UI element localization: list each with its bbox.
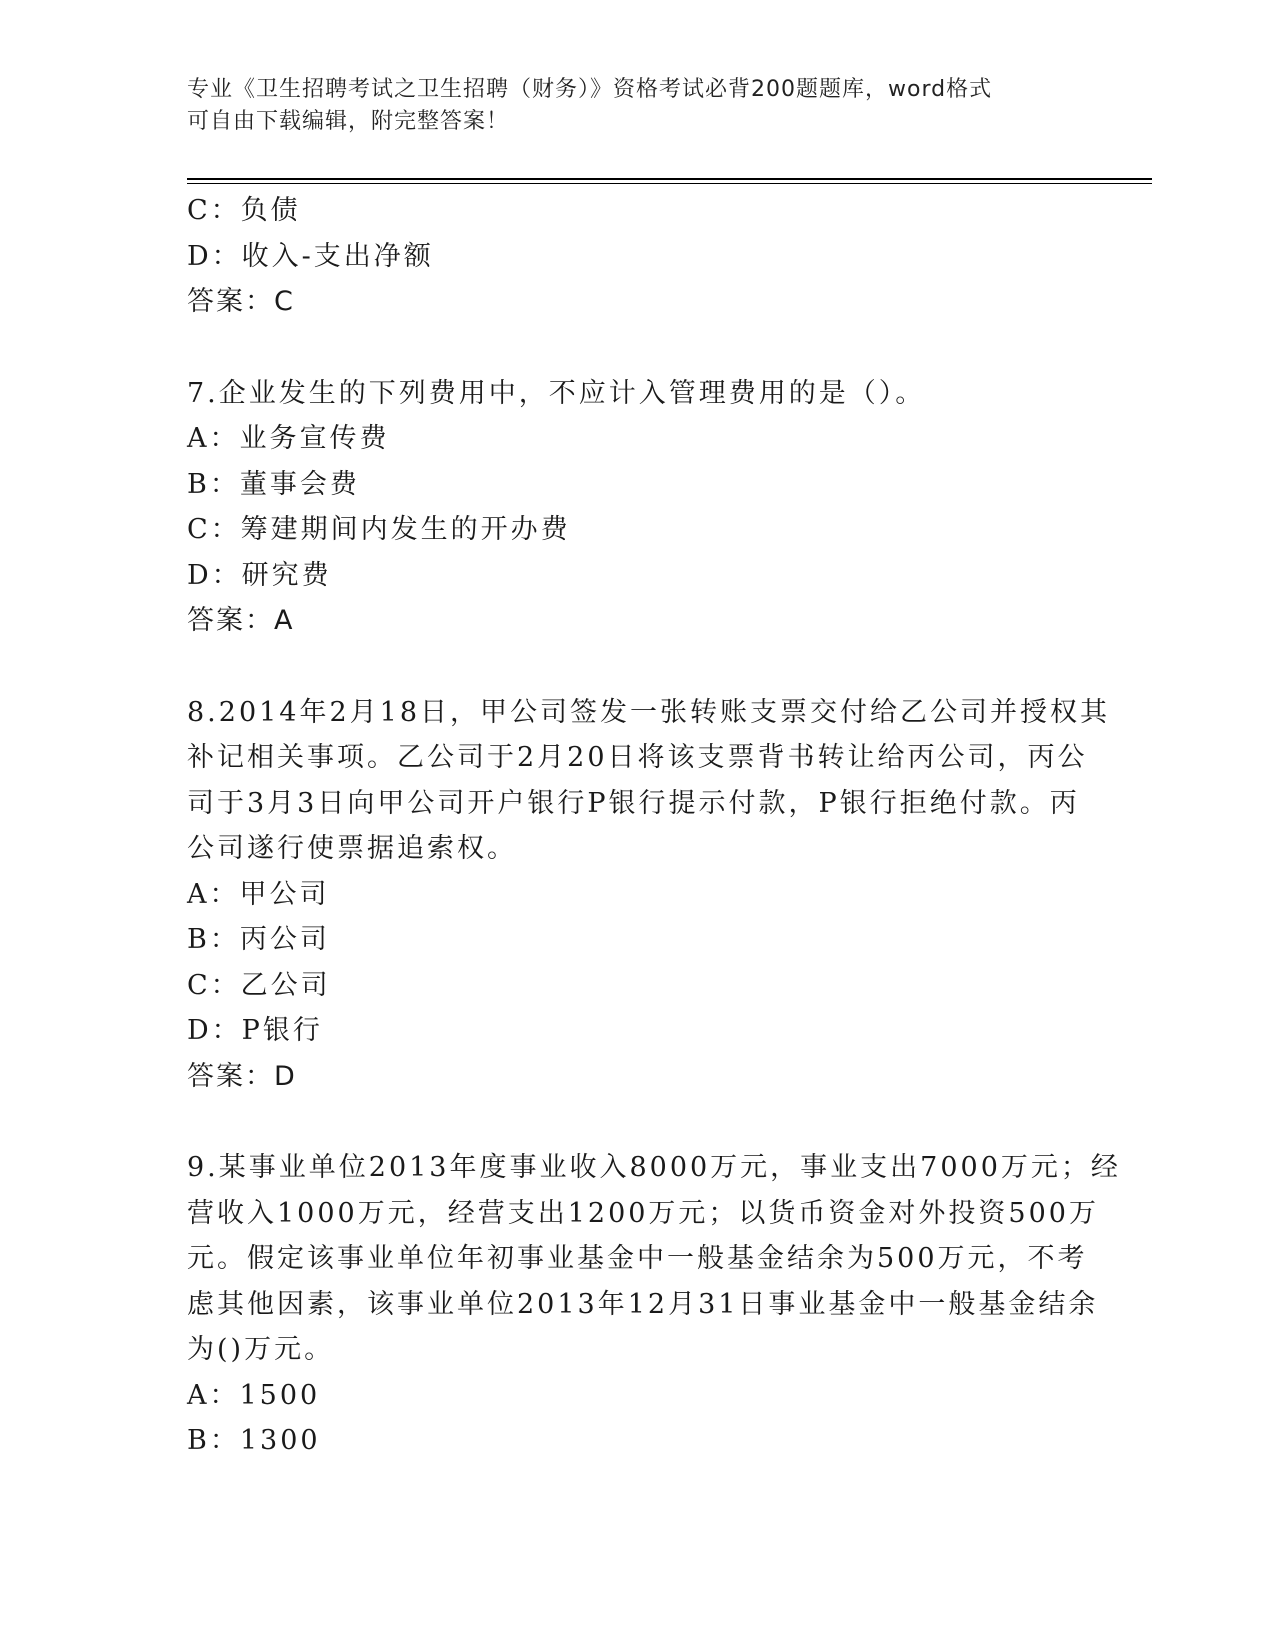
question-text-line: 元。假定该事业单位年初事业基金中一般基金结余为500万元，不考	[187, 1243, 1088, 1274]
question-7	[187, 371, 1087, 644]
option-a: A：1500	[187, 1379, 321, 1411]
answer-line: 答案：A	[187, 605, 295, 636]
answer-line: 答案：C	[187, 286, 295, 317]
header-line-2: 可自由下载编辑，附完整答案！	[187, 109, 510, 134]
document-header	[187, 74, 1067, 138]
option-a: A：甲公司	[187, 878, 330, 910]
answer-line: 答案：D	[187, 1060, 297, 1092]
option-c: C：乙公司	[187, 969, 331, 1001]
document-body	[187, 188, 1121, 1464]
header-divider-thick	[187, 178, 1152, 180]
question-text-line: 为()万元。	[187, 1334, 335, 1365]
option-b: B：董事会费	[187, 468, 360, 500]
option-d: D：P银行	[187, 1015, 323, 1046]
question-text-line: 营收入1000万元，经营支出1200万元；以货币资金对外投资500万	[187, 1197, 1099, 1229]
option-c: C：筹建期间内发生的开办费	[187, 514, 571, 545]
question-text-line: 虑其他因素，该事业单位2013年12月31日事业基金中一般基金结余	[187, 1288, 1099, 1320]
option-a: A：业务宣传费	[187, 423, 390, 454]
question-text-line: 8.2014年2月18日，甲公司签发一张转账支票交付给乙公司并授权其	[187, 696, 1111, 728]
option-c: C：负债	[187, 195, 301, 226]
question-8	[187, 690, 1111, 1100]
question-text-line: 司于3月3日向甲公司开户银行P银行提示付款，P银行拒绝付款。丙	[187, 787, 1080, 819]
header-divider-thin	[187, 183, 1152, 184]
option-b: B：丙公司	[187, 924, 330, 955]
option-b: B：1300	[187, 1425, 321, 1456]
question-text-line: 9.某事业单位2013年度事业收入8000万元，事业支出7000万元；经	[187, 1152, 1121, 1183]
question-text-line: 公司遂行使票据追索权。	[187, 833, 517, 864]
option-d: D：研究费	[187, 559, 332, 591]
question-text-line: 补记相关事项。乙公司于2月20日将该支票背书转让给丙公司，丙公	[187, 742, 1088, 773]
question-text: 7.企业发生的下列费用中，不应计入管理费用的是（）。	[187, 377, 926, 409]
question-6-tail	[187, 188, 1087, 325]
header-line-1: 专业《卫生招聘考试之卫生招聘（财务）》资格考试必背200题题库，word格式	[187, 77, 993, 102]
option-d: D：收入-支出净额	[187, 240, 434, 272]
question-9	[187, 1145, 1121, 1464]
